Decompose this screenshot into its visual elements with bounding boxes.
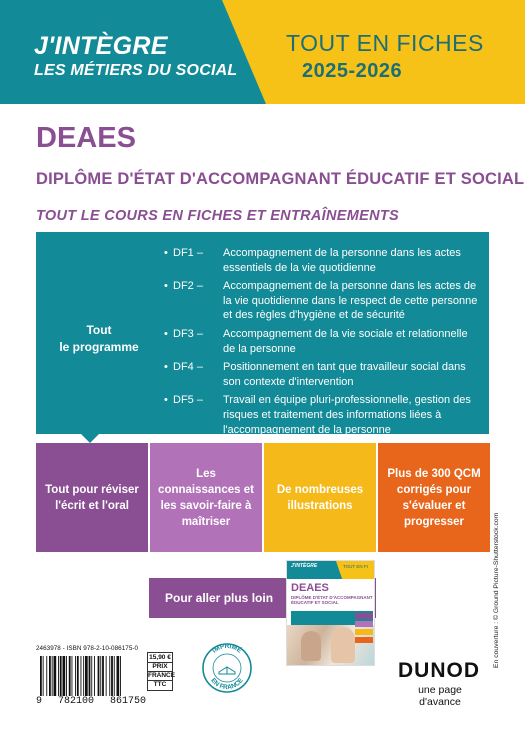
series-subtitle: LES MÉTIERS DU SOCIAL [34,62,238,79]
programme-pointer [80,433,100,443]
programme-item: • DF3 – Accompagnement de la vie sociale et relationnelle de la personne [164,327,468,355]
printed-in-france-seal [201,636,253,700]
edition-year: 2025-2026 [302,60,403,82]
photo-credit: En couverture : © Ground Picture-Shutterstock.com [493,512,500,668]
book-title: DEAES [36,122,136,154]
isbn-line: 2463978 - ISBN 978-2-10-086175-0 [36,645,139,652]
svg-text:EN FRANCE: EN FRANCE [209,677,245,692]
programme-box [36,232,489,434]
programme-item: • DF5 – Travail en équipe pluri-professionnelle, gestion des risques et traitement des informations liées à l'accompagnement de la personne [164,394,471,436]
feature-qcm: Plus de 300 QCM corrigés pour s'évaluer et progresser [378,443,490,552]
feature-revise: Tout pour réviser l'écrit et l'oral [36,443,148,552]
publisher-tagline: une page d'avance [418,684,462,708]
tagline: TOUT LE COURS EN FICHES ET ENTRAÎNEMENTS [36,208,399,224]
programme-item: • DF4 – Positionnement en tant que travailleur social dans son contexte d'intervention [164,361,466,388]
book-subtitle: DIPLÔME D'ÉTAT D'ACCOMPAGNANT ÉDUCATIF ET SOCIAL [36,170,525,188]
series-logo: J'INTÈGRE [34,32,168,60]
programme-list [164,246,482,441]
price-box: 15,90 € PRIX FRANCE TTC [147,652,173,691]
feature-knowledge: Les connaissances et les savoir-faire à maîtriser [150,443,262,552]
collection-name: TOUT EN FICHES [286,30,484,56]
programme-item: • DF2 – Accompagnement de la personne dans les actes de la vie quotidienne dans le respect de cette personne et des règles d'hygiène et de sécurité [164,280,478,322]
publisher-logo: DUNOD [398,659,480,682]
programme-item: • DF1 – Accompagnement de la personne dans les actes essentiels de la vie quotidienne [164,247,461,274]
further-reading-banner: Pour aller plus loin [149,578,376,618]
barcode [36,656,144,696]
feature-illustrations: De nombreuses illustrations [264,443,376,552]
programme-label: Tout le programme [59,323,139,354]
related-book-cover: J'INTÈGRE TOUT EN FI DEAES DIPLÔME D'ÉTAT D'ACCOMPAGNANT ÉDUCATIF ET SOCIAL [286,560,375,666]
svg-text:IMPRIMÉ: IMPRIMÉ [211,643,243,655]
barcode-digits: 9 782100 861750 [36,696,146,707]
